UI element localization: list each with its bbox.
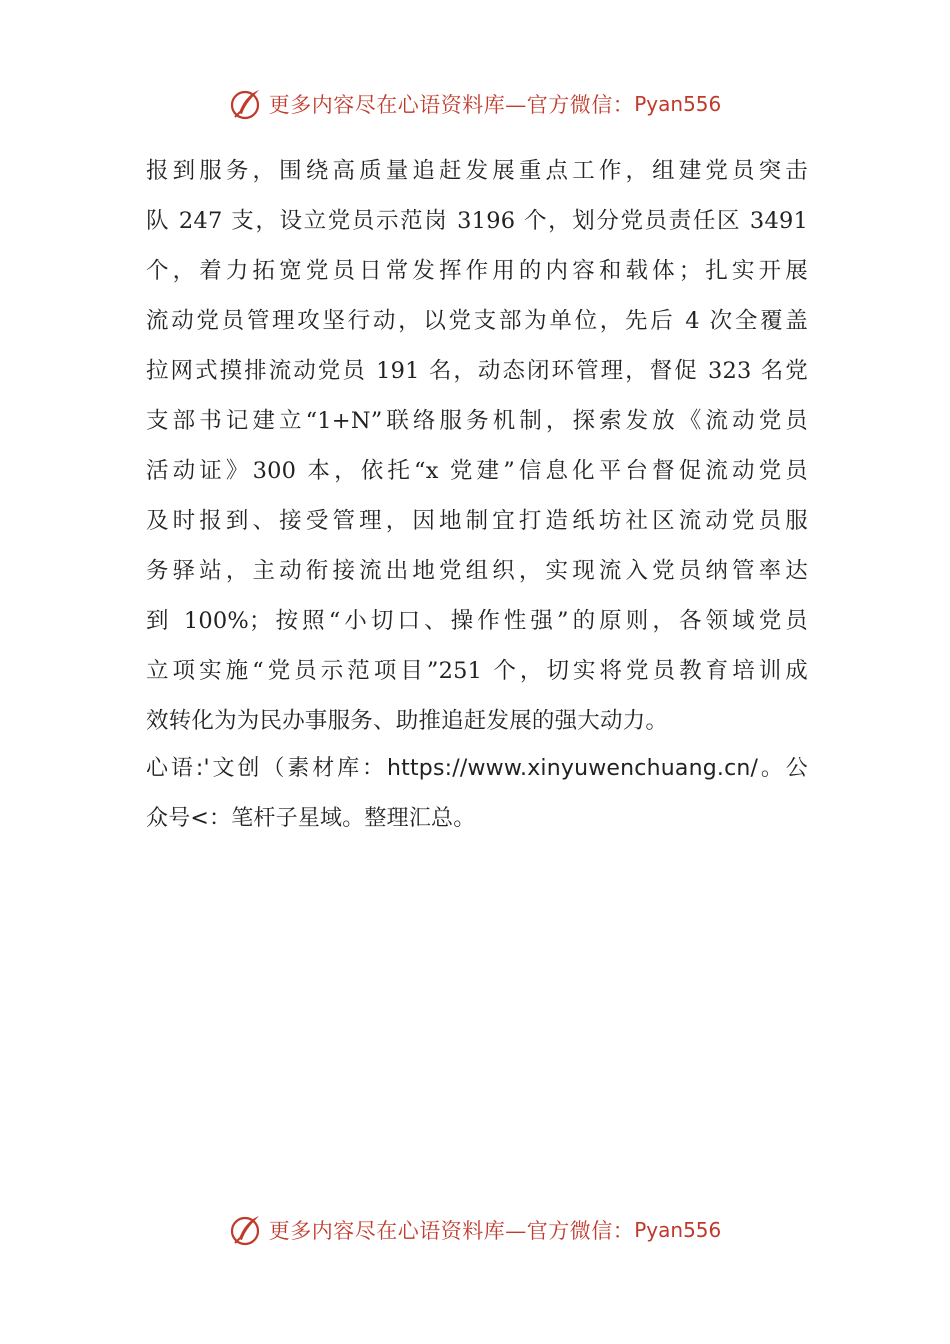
body-line: 队 247 支，设立党员示范岗 3196 个，划分党员责任区 3491 [146,208,808,234]
body-line: 立项实施“党员示范项目”251 个，切实将党员教育培训成 [146,658,808,684]
source-note-line-1: 心语:'文创（素材库：https://www.xinyuwenchuang.cn/。公 [146,756,808,781]
body-line: 务驿站，主动衔接流出地党组织，实现流入党员纳管率达 [146,558,808,584]
quill-pen-logo-icon [229,87,263,121]
footer-banner [0,1210,950,1250]
body-line: 到 100%；按照“小切口、操作性强”的原则，各领域党员 [146,608,808,634]
body-line: 报到服务，围绕高质量追赶发展重点工作，组建党员突击 [146,158,808,184]
header-banner [0,84,950,124]
body-line: 流动党员管理攻坚行动，以党支部为单位，先后 4 次全覆盖 [146,308,808,334]
footer-handle: Pyan556 [634,1218,722,1242]
body-line: 及时报到、接受管理，因地制宜打造纸坊社区流动党员服 [146,508,808,534]
body-line: 活动证》300 本，依托“x 党建”信息化平台督促流动党员 [146,458,808,484]
body-line: 个，着力拓宽党员日常发挥作用的内容和载体；扎实开展 [146,258,808,284]
header-text: 更多内容尽在心语资料库—官方微信： [268,93,635,117]
header-handle: Pyan556 [634,92,722,116]
body-line: 效转化为为民办事服务、助推追赶发展的强大动力。 [146,708,669,734]
quill-pen-logo-icon [229,1213,263,1247]
footer-text: 更多内容尽在心语资料库—官方微信： [268,1219,635,1243]
source-note-line-2: 众号<：笔杆子星域。整理汇总。 [146,806,476,831]
body-line: 拉网式摸排流动党员 191 名，动态闭环管理，督促 323 名党 [146,358,808,384]
document-body [146,146,808,746]
source-note [146,744,808,844]
body-line: 支部书记建立“1+N”联络服务机制，探索发放《流动党员 [146,408,808,434]
